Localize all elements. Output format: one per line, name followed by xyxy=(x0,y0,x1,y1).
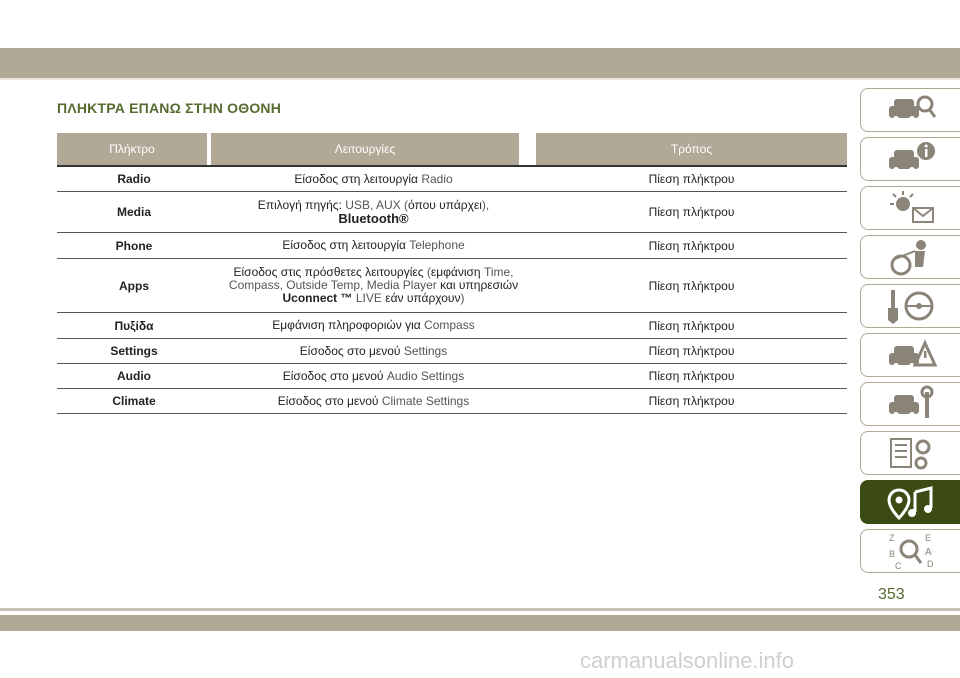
chapter-tab-maintenance[interactable] xyxy=(860,382,960,426)
row-key: Climate xyxy=(112,394,156,408)
row-function: Είσοδος στο μενού Climate Settings xyxy=(277,393,470,408)
header-functions: Λειτουργίες xyxy=(211,133,519,165)
specifications-gear-icon xyxy=(885,433,937,473)
safety-airbag-icon xyxy=(885,237,937,277)
row-mode: Πίεση πλήκτρου xyxy=(648,318,735,333)
chapter-tab-multimedia[interactable] xyxy=(860,480,960,524)
row-mode: Πίεση πλήκτρου xyxy=(648,394,735,408)
table-row xyxy=(57,364,847,389)
car-emergency-icon xyxy=(885,335,937,375)
footer-rule xyxy=(0,608,960,611)
row-key: Settings xyxy=(110,344,158,358)
car-search-icon xyxy=(885,90,937,130)
row-function: Είσοδος στη λειτουργία Radio xyxy=(294,171,453,186)
table-row xyxy=(57,313,847,339)
watermark: carmanualsonline.info xyxy=(580,648,795,673)
row-key: Radio xyxy=(117,172,151,186)
row-key: Audio xyxy=(117,369,151,383)
svg-text:E: E xyxy=(924,533,931,543)
chapter-tab-index[interactable] xyxy=(860,529,960,573)
header-key: Πλήκτρο xyxy=(57,133,207,165)
table-row xyxy=(57,233,847,259)
chapter-tab-car-search[interactable] xyxy=(860,88,960,132)
key-steering-wheel-icon xyxy=(885,286,937,326)
section-title: ΠΛΗΚΤΡΑ ΕΠΑΝΩ ΣΤΗΝ ΟΘΟΝΗ xyxy=(57,100,282,116)
table-row xyxy=(57,389,847,414)
svg-text:A: A xyxy=(924,547,932,558)
car-info-icon xyxy=(885,139,937,179)
chapter-tab-warning-lights[interactable] xyxy=(860,186,960,230)
svg-text:B: B xyxy=(888,549,895,559)
row-mode: Πίεση πλήκτρου xyxy=(648,344,735,358)
header-mode: Τρόπος xyxy=(536,133,847,165)
svg-text:C: C xyxy=(894,561,901,571)
row-function: Είσοδος στη λειτουργία Telephone xyxy=(282,238,465,252)
row-function: Είσοδος στις πρόσθετες λειτουργίες (εμφάνιση Time, Compass, Outside Temp, Media Player και υπηρεσιών Uconnect ™ LIVE εάν υπάρχουν) xyxy=(228,265,519,305)
row-function: Επιλογή πηγής: USB, AUX (όπου υπάρχει), Bluetooth® xyxy=(257,197,490,226)
buttons-table xyxy=(57,133,847,414)
row-mode: Πίεση πλήκτρου xyxy=(648,172,735,186)
row-mode: Πίεση πλήκτρου xyxy=(648,278,735,293)
row-key: Πυξίδα xyxy=(114,318,154,333)
svg-text:Z: Z xyxy=(888,533,894,543)
multimedia-music-icon xyxy=(885,482,937,522)
row-key: Media xyxy=(116,205,151,219)
row-key: Apps xyxy=(119,278,149,293)
row-function: Είσοδος στο μενού Settings xyxy=(299,343,448,358)
header-band xyxy=(0,48,960,78)
table-row xyxy=(57,167,847,192)
header-rule xyxy=(0,78,960,80)
row-mode: Πίεση πλήκτρου xyxy=(648,369,735,383)
chapter-tab-specifications[interactable] xyxy=(860,431,960,475)
row-function: Εμφάνιση πληροφοριών για Compass xyxy=(272,318,475,332)
warning-light-message-icon xyxy=(885,188,937,228)
row-mode: Πίεση πλήκτρου xyxy=(648,238,735,253)
row-mode: Πίεση πλήκτρου xyxy=(648,205,735,219)
row-function: Είσοδος στο μενού Audio Settings xyxy=(282,368,465,383)
table-row xyxy=(57,259,847,313)
table-row xyxy=(57,192,847,233)
chapter-tab-starting-driving[interactable] xyxy=(860,284,960,328)
svg-text:D: D xyxy=(926,559,933,569)
top-margin xyxy=(0,0,960,48)
car-maintenance-icon xyxy=(885,384,937,424)
footer-band xyxy=(0,615,960,631)
chapter-tab-emergency[interactable] xyxy=(860,333,960,377)
row-key: Phone xyxy=(115,238,153,253)
index-search-icon xyxy=(885,531,937,571)
table-row xyxy=(57,339,847,364)
page-number: 353 xyxy=(878,586,905,603)
chapter-tabs xyxy=(860,88,960,578)
chapter-tab-safety[interactable] xyxy=(860,235,960,279)
table-header xyxy=(57,133,847,165)
chapter-tab-car-info[interactable] xyxy=(860,137,960,181)
